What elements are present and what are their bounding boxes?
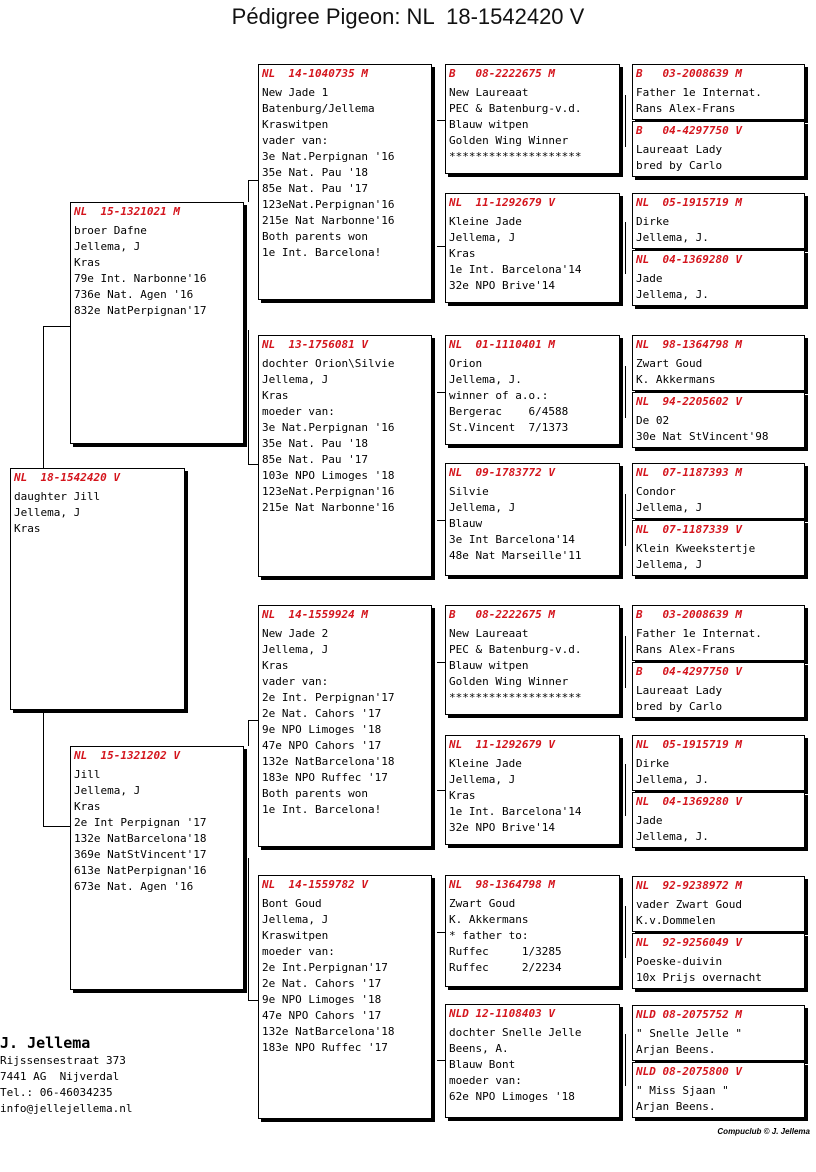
card-line: Klein Kweekstertje bbox=[636, 542, 756, 555]
pigeon-card-main[interactable] bbox=[10, 468, 185, 710]
card-line: Jade bbox=[636, 272, 663, 285]
card-line: broer Dafne bbox=[74, 224, 147, 237]
card-line: Batenburg/Jellema bbox=[262, 102, 375, 115]
card-line: K.v.Dommelen bbox=[636, 914, 716, 927]
card-line: 123eNat.Perpignan'16 bbox=[262, 485, 395, 498]
ring-number: NL 01-1110401 M bbox=[449, 338, 555, 351]
pigeon-card-mfff[interactable] bbox=[632, 605, 805, 661]
card-line: bred by Carlo bbox=[636, 700, 723, 713]
card-line: 32e NPO Brive'14 bbox=[449, 279, 555, 292]
pigeon-card-ffm[interactable] bbox=[445, 193, 620, 303]
connector-line bbox=[625, 494, 626, 546]
ring-number: NL 98-1364798 M bbox=[636, 338, 742, 351]
card-line: 183e NPO Ruffec '17 bbox=[262, 771, 388, 784]
connector-line bbox=[625, 1034, 626, 1086]
card-line: 9e NPO Limoges '18 bbox=[262, 993, 382, 1006]
card-line: Kras bbox=[449, 247, 476, 260]
connector-line bbox=[437, 932, 445, 933]
card-line: 2e Int. Perpignan'17 bbox=[262, 691, 395, 704]
card-line: Laureaat Lady bbox=[636, 143, 723, 156]
card-line: Kras bbox=[74, 800, 101, 813]
page-title: Pédigree Pigeon: NL 18-1542420 V bbox=[231, 4, 585, 29]
credit-text: Compuclub © J. Jellema bbox=[717, 1127, 810, 1136]
card-line: 2e Int Perpignan '17 bbox=[74, 816, 207, 829]
card-line: Poeske-duivin bbox=[636, 955, 723, 968]
card-line: Jellema, J bbox=[262, 643, 329, 656]
ring-number: NL 11-1292679 V bbox=[449, 738, 555, 751]
card-line: Kras bbox=[262, 659, 289, 672]
card-line: Rans Alex-Frans bbox=[636, 102, 736, 115]
card-line: winner of a.o.: bbox=[449, 389, 549, 402]
card-line: 47e NPO Cahors '17 bbox=[262, 739, 382, 752]
card-line: Blauw witpen bbox=[449, 118, 529, 131]
connector-line bbox=[248, 180, 249, 202]
connector-line bbox=[437, 790, 445, 791]
connector-line bbox=[43, 710, 44, 826]
card-line: Dirke bbox=[636, 215, 670, 228]
connector-line bbox=[248, 720, 249, 746]
pigeon-card-mother[interactable] bbox=[70, 746, 244, 990]
pigeon-card-mm[interactable] bbox=[258, 875, 432, 1119]
ring-number: NL 04-1369280 V bbox=[636, 795, 742, 808]
pigeon-card-fmf[interactable] bbox=[445, 335, 620, 445]
ring-number: NL 94-2205602 V bbox=[636, 395, 742, 408]
connector-line bbox=[248, 1000, 258, 1001]
connector-line bbox=[437, 392, 445, 393]
card-line: 2e Nat. Cahors '17 bbox=[262, 707, 382, 720]
card-line: 215e Nat Narbonne'16 bbox=[262, 214, 395, 227]
card-line: Jellema, J bbox=[449, 501, 516, 514]
connector-line bbox=[437, 520, 445, 521]
connector-line bbox=[437, 662, 445, 663]
pigeon-card-fmmm[interactable] bbox=[632, 520, 805, 576]
card-line: vader Zwart Goud bbox=[636, 898, 742, 911]
card-line: Jellema, J bbox=[449, 231, 516, 244]
card-line: 85e Nat. Pau '17 bbox=[262, 453, 368, 466]
card-line: Both parents won bbox=[262, 230, 368, 243]
connector-line bbox=[625, 906, 626, 958]
ring-number: NL 98-1364798 M bbox=[449, 878, 555, 891]
card-line: Jellema, J. bbox=[636, 288, 709, 301]
pigeon-card-fmm[interactable] bbox=[445, 463, 620, 576]
card-line: Jellema, J bbox=[262, 913, 329, 926]
card-line: Jellema, J. bbox=[449, 373, 522, 386]
card-line: PEC & Batenburg-v.d. bbox=[449, 643, 582, 656]
card-line: Jellema, J. bbox=[636, 231, 709, 244]
card-line: ******************** bbox=[449, 691, 582, 704]
ring-number: NL 92-9238972 M bbox=[636, 879, 742, 892]
pigeon-card-father[interactable] bbox=[70, 202, 244, 444]
card-line: 62e NPO Limoges '18 bbox=[449, 1090, 575, 1103]
ring-number: NLD 08-2075800 V bbox=[636, 1065, 742, 1078]
card-line: 3e Nat.Perpignan '16 bbox=[262, 421, 395, 434]
card-line: New Jade 2 bbox=[262, 627, 329, 640]
card-line: 35e Nat. Pau '18 bbox=[262, 437, 368, 450]
card-line: 1e Int. Barcelona! bbox=[262, 803, 382, 816]
card-line: 3e Int Barcelona'14 bbox=[449, 533, 575, 546]
card-line: Jellema, J bbox=[14, 506, 81, 519]
ring-number: B 04-4297750 V bbox=[636, 665, 742, 678]
ring-number: NL 13-1756081 V bbox=[262, 338, 368, 351]
ring-number: B 08-2222675 M bbox=[449, 67, 555, 80]
card-line: 132e NatBarcelona'18 bbox=[262, 755, 395, 768]
connector-line bbox=[625, 95, 626, 147]
connector-line bbox=[248, 180, 258, 181]
pigeon-card-mffm[interactable] bbox=[632, 662, 805, 718]
card-line: * father to: bbox=[449, 929, 529, 942]
owner-name: J. Jellema bbox=[0, 1034, 91, 1052]
card-line: 673e Nat. Agen '16 bbox=[74, 880, 194, 893]
card-line: 103e NPO Limoges '18 bbox=[262, 469, 395, 482]
pigeon-card-ffmm[interactable] bbox=[632, 250, 805, 306]
pigeon-card-fmff[interactable] bbox=[632, 335, 805, 391]
owner-phone: Tel.: 06-46034235 bbox=[0, 1086, 113, 1099]
connector-line bbox=[43, 326, 44, 468]
pigeon-card-fff[interactable] bbox=[445, 64, 620, 174]
card-line: Zwart Goud bbox=[449, 897, 516, 910]
card-line: Kraswitpen bbox=[262, 929, 329, 942]
ring-number: NL 07-1187393 M bbox=[636, 466, 742, 479]
connector-line bbox=[248, 858, 249, 1000]
card-line: moeder van: bbox=[262, 405, 335, 418]
card-line: Jellema, J bbox=[636, 501, 703, 514]
connector-line bbox=[43, 326, 70, 327]
card-line: Both parents won bbox=[262, 787, 368, 800]
card-line: Arjan Beens. bbox=[636, 1043, 716, 1056]
card-line: Jellema, J bbox=[74, 240, 141, 253]
card-line: " Miss Sjaan " bbox=[636, 1084, 729, 1097]
card-line: 1e Int. Barcelona'14 bbox=[449, 263, 582, 276]
connector-line bbox=[437, 120, 445, 121]
card-line: Golden Wing Winner bbox=[449, 134, 569, 147]
ring-number: NL 14-1559924 M bbox=[262, 608, 368, 621]
pigeon-card-mfm[interactable] bbox=[445, 735, 620, 845]
ring-number: NL 18-1542420 V bbox=[14, 471, 120, 484]
ring-number: NL 05-1915719 M bbox=[636, 196, 742, 209]
pigeon-card-mmf[interactable] bbox=[445, 875, 620, 987]
card-line: bred by Carlo bbox=[636, 159, 723, 172]
card-line: dochter Snelle Jelle bbox=[449, 1026, 582, 1039]
ring-number: NL 11-1292679 V bbox=[449, 196, 555, 209]
card-line: Jade bbox=[636, 814, 663, 827]
connector-line bbox=[248, 720, 258, 721]
connector-line bbox=[43, 826, 70, 827]
pigeon-card-ffmf[interactable] bbox=[632, 193, 805, 249]
ring-number: NL 04-1369280 V bbox=[636, 253, 742, 266]
card-line: 613e NatPerpignan'16 bbox=[74, 864, 207, 877]
card-line: Kraswitpen bbox=[262, 118, 329, 131]
card-line: Ruffec 1/3285 bbox=[449, 945, 562, 958]
connector-line bbox=[248, 464, 258, 465]
card-line: 183e NPO Ruffec '17 bbox=[262, 1041, 388, 1054]
card-line: 47e NPO Cahors '17 bbox=[262, 1009, 382, 1022]
ring-number: NL 92-9256049 V bbox=[636, 936, 742, 949]
ring-number: NL 14-1040735 M bbox=[262, 67, 368, 80]
card-line: Jellema, J bbox=[636, 558, 703, 571]
card-line: Ruffec 2/2234 bbox=[449, 961, 562, 974]
card-line: Kleine Jade bbox=[449, 215, 522, 228]
card-line: vader van: bbox=[262, 134, 329, 147]
pigeon-card-mff[interactable] bbox=[445, 605, 620, 715]
card-line: PEC & Batenburg-v.d. bbox=[449, 102, 582, 115]
card-line: Orion bbox=[449, 357, 483, 370]
card-line: 132e NatBarcelona'18 bbox=[262, 1025, 395, 1038]
card-line: Blauw witpen bbox=[449, 659, 529, 672]
connector-line bbox=[625, 764, 626, 816]
connector-line bbox=[248, 330, 249, 464]
pigeon-card-mmmf[interactable] bbox=[632, 1005, 805, 1061]
card-line: ******************** bbox=[449, 150, 582, 163]
card-line: 9e NPO Limoges '18 bbox=[262, 723, 382, 736]
card-line: Beens, A. bbox=[449, 1042, 509, 1055]
card-line: 369e NatStVincent'17 bbox=[74, 848, 207, 861]
ring-number: NLD 12-1108403 V bbox=[449, 1007, 555, 1020]
card-line: Laureaat Lady bbox=[636, 684, 723, 697]
card-line: 10x Prijs overnacht bbox=[636, 971, 762, 984]
card-line: vader van: bbox=[262, 675, 329, 688]
owner-email[interactable]: info@jellejellema.nl bbox=[0, 1102, 133, 1115]
card-line: St.Vincent 7/1373 bbox=[449, 421, 569, 434]
card-line: K. Akkermans bbox=[636, 373, 716, 386]
card-line: moeder van: bbox=[262, 945, 335, 958]
card-line: Bont Goud bbox=[262, 897, 322, 910]
card-line: daughter Jill bbox=[14, 490, 101, 503]
ring-number: NL 15-1321021 M bbox=[74, 205, 180, 218]
ring-number: NL 07-1187339 V bbox=[636, 523, 742, 536]
card-line: 2e Int.Perpignan'17 bbox=[262, 961, 388, 974]
card-line: Jill bbox=[74, 768, 101, 781]
card-line: 32e NPO Brive'14 bbox=[449, 821, 555, 834]
card-line: De 02 bbox=[636, 414, 670, 427]
card-line: Zwart Goud bbox=[636, 357, 703, 370]
card-line: Father 1e Internat. bbox=[636, 86, 762, 99]
card-line: 79e Int. Narbonne'16 bbox=[74, 272, 207, 285]
card-line: Kras bbox=[14, 522, 41, 535]
connector-line bbox=[625, 366, 626, 418]
card-line: Bergerac 6/4588 bbox=[449, 405, 569, 418]
card-line: New Jade 1 bbox=[262, 86, 329, 99]
card-line: Arjan Beens. bbox=[636, 1100, 716, 1113]
ring-number: B 08-2222675 M bbox=[449, 608, 555, 621]
card-line: Jellema, J bbox=[262, 373, 329, 386]
pigeon-card-ffff[interactable] bbox=[632, 64, 805, 120]
owner-info bbox=[0, 1033, 132, 1117]
card-line: 30e Nat StVincent'98 bbox=[636, 430, 769, 443]
card-line: Kleine Jade bbox=[449, 757, 522, 770]
ring-number: NLD 08-2075752 M bbox=[636, 1008, 742, 1021]
connector-line bbox=[625, 222, 626, 274]
card-line: 3e Nat.Perpignan '16 bbox=[262, 150, 395, 163]
ring-number: NL 09-1783772 V bbox=[449, 466, 555, 479]
card-line: Blauw Bont bbox=[449, 1058, 516, 1071]
pigeon-card-mf[interactable] bbox=[258, 605, 432, 847]
pigeon-card-fmmf[interactable] bbox=[632, 463, 805, 519]
pigeon-card-mfmf[interactable] bbox=[632, 735, 805, 791]
card-line: New Laureaat bbox=[449, 627, 529, 640]
pigeon-card-fm[interactable] bbox=[258, 335, 432, 577]
card-line: 215e Nat Narbonne'16 bbox=[262, 501, 395, 514]
card-line: dochter Orion\Silvie bbox=[262, 357, 395, 370]
card-line: Silvie bbox=[449, 485, 489, 498]
pigeon-card-mfmm[interactable] bbox=[632, 792, 805, 848]
pigeon-card-fffm[interactable] bbox=[632, 121, 805, 177]
card-line: Kras bbox=[449, 789, 476, 802]
card-line: Jellema, J. bbox=[636, 773, 709, 786]
card-line: Rans Alex-Frans bbox=[636, 643, 736, 656]
owner-address: Rijssensestraat 373 bbox=[0, 1054, 126, 1067]
card-line: Kras bbox=[74, 256, 101, 269]
connector-line bbox=[437, 246, 445, 247]
pigeon-card-ff[interactable] bbox=[258, 64, 432, 300]
ring-number: B 03-2008639 M bbox=[636, 67, 742, 80]
connector-line bbox=[625, 636, 626, 688]
card-line: Father 1e Internat. bbox=[636, 627, 762, 640]
card-line: 1e Int. Barcelona! bbox=[262, 246, 382, 259]
ring-number: NL 14-1559782 V bbox=[262, 878, 368, 891]
card-line: Jellema, J bbox=[449, 773, 516, 786]
card-line: 832e NatPerpignan'17 bbox=[74, 304, 207, 317]
card-line: Golden Wing Winner bbox=[449, 675, 569, 688]
ring-number: NL 05-1915719 M bbox=[636, 738, 742, 751]
card-line: 736e Nat. Agen '16 bbox=[74, 288, 194, 301]
ring-number: NL 15-1321202 V bbox=[74, 749, 180, 762]
pigeon-card-mmmm[interactable] bbox=[632, 1062, 805, 1118]
card-line: Jellema, J. bbox=[636, 830, 709, 843]
card-line: Dirke bbox=[636, 757, 670, 770]
card-line: Kras bbox=[262, 389, 289, 402]
pigeon-card-mmff[interactable] bbox=[632, 876, 805, 932]
card-line: 85e Nat. Pau '17 bbox=[262, 182, 368, 195]
card-line: moeder van: bbox=[449, 1074, 522, 1087]
card-line: 48e Nat Marseille'11 bbox=[449, 549, 582, 562]
card-line: New Laureaat bbox=[449, 86, 529, 99]
pigeon-card-fmfm[interactable] bbox=[632, 392, 805, 448]
ring-number: B 04-4297750 V bbox=[636, 124, 742, 137]
connector-line bbox=[437, 1060, 445, 1061]
card-line: Blauw bbox=[449, 517, 483, 530]
card-line: 132e NatBarcelona'18 bbox=[74, 832, 207, 845]
card-line: Condor bbox=[636, 485, 676, 498]
card-line: 123eNat.Perpignan'16 bbox=[262, 198, 395, 211]
owner-city: 7441 AG Nijverdal bbox=[0, 1070, 120, 1083]
pigeon-card-mmm[interactable] bbox=[445, 1004, 620, 1118]
card-line: Jellema, J bbox=[74, 784, 141, 797]
card-line: 2e Nat. Cahors '17 bbox=[262, 977, 382, 990]
card-line: 1e Int. Barcelona'14 bbox=[449, 805, 582, 818]
card-line: " Snelle Jelle " bbox=[636, 1027, 742, 1040]
ring-number: B 03-2008639 M bbox=[636, 608, 742, 621]
card-line: K. Akkermans bbox=[449, 913, 529, 926]
pigeon-card-mmfm[interactable] bbox=[632, 933, 805, 989]
card-line: 35e Nat. Pau '18 bbox=[262, 166, 368, 179]
